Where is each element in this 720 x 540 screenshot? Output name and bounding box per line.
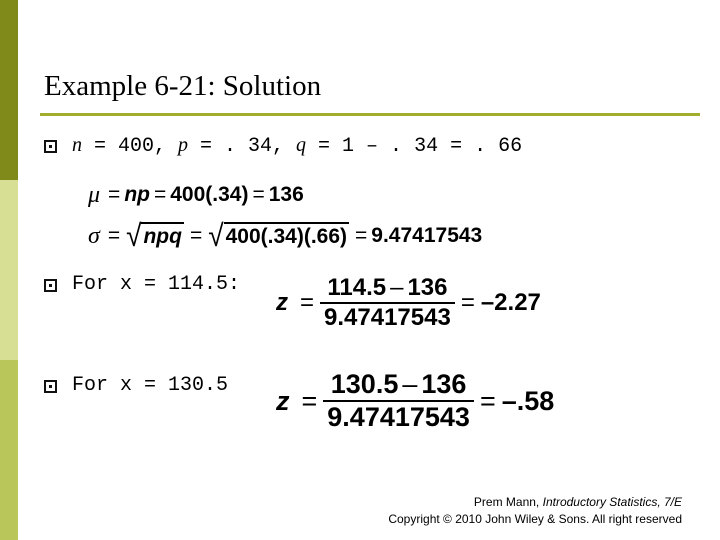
copyright-line: Copyright © 2010 John Wiley & Sons. All right reserved bbox=[388, 512, 682, 526]
case2-label: For x = 130.5 bbox=[72, 374, 229, 397]
fraction bbox=[320, 274, 455, 332]
mean-value: 136 bbox=[407, 274, 448, 301]
radical-sign: √ bbox=[126, 218, 142, 253]
square-bullet-icon bbox=[44, 380, 57, 393]
sidebar-segment-mid bbox=[0, 360, 18, 540]
sigma-symbol: σ bbox=[88, 222, 100, 249]
mu-symbol: μ bbox=[88, 181, 101, 208]
radical-sign: √ bbox=[208, 218, 224, 253]
numerator bbox=[327, 369, 471, 400]
z-result: –2.27 bbox=[480, 289, 541, 316]
book-title: Introductory Statistics, 7/E bbox=[542, 495, 682, 509]
equals-sign: = bbox=[252, 183, 265, 206]
numerator bbox=[323, 274, 451, 302]
denominator: 9.47417543 bbox=[324, 304, 451, 331]
mean-expression: 400(.34) bbox=[170, 183, 249, 206]
equals-sign: = bbox=[153, 183, 167, 206]
sidebar-segment-light bbox=[0, 180, 18, 360]
author-name: Prem Mann, bbox=[473, 495, 543, 509]
mean-equation bbox=[88, 180, 304, 210]
sidebar-decoration bbox=[0, 0, 18, 540]
equals-sign: = bbox=[300, 289, 315, 316]
p-variable: p bbox=[178, 134, 189, 156]
stddev-equation bbox=[88, 220, 482, 252]
stddev-result: 9.47417543 bbox=[371, 224, 483, 247]
z-symbol: z bbox=[276, 385, 290, 416]
equals-sign: = bbox=[107, 224, 121, 247]
citation-line bbox=[388, 494, 682, 511]
npq-term: npq bbox=[141, 222, 183, 250]
equals-sign: = bbox=[301, 385, 318, 416]
x-value: 114.5 bbox=[327, 274, 387, 301]
equals-sign: = bbox=[479, 385, 496, 416]
mean-result: 136 bbox=[268, 183, 304, 206]
equals-sign: = bbox=[189, 224, 203, 247]
denominator: 9.47417543 bbox=[327, 402, 470, 432]
n-value: = 400, bbox=[82, 135, 179, 158]
copyright-footer bbox=[388, 494, 682, 528]
z-result: –.58 bbox=[501, 385, 555, 416]
sidebar-segment-dark bbox=[0, 0, 18, 180]
sqrt-npq bbox=[126, 218, 184, 253]
case1-label: For x = 114.5: bbox=[72, 273, 241, 296]
equals-sign: = bbox=[460, 289, 475, 316]
q-value: = 1 – . 34 = . 66 bbox=[306, 135, 523, 158]
equals-sign: = bbox=[108, 183, 121, 206]
square-bullet-icon bbox=[44, 279, 57, 292]
z-score-equation-1 bbox=[276, 274, 541, 332]
equals-sign: = bbox=[355, 224, 368, 247]
n-variable: n bbox=[72, 134, 82, 156]
mean-value: 136 bbox=[421, 369, 467, 399]
z-symbol: z bbox=[276, 289, 288, 316]
x-value: 130.5 bbox=[330, 369, 399, 399]
given-parameters bbox=[72, 134, 522, 158]
square-bullet-icon bbox=[44, 140, 57, 153]
z-score-equation-2 bbox=[276, 369, 554, 433]
minus-sign: – bbox=[390, 274, 404, 301]
sqrt-product bbox=[208, 218, 349, 253]
np-term: np bbox=[124, 183, 150, 206]
minus-sign: – bbox=[402, 369, 418, 399]
title-underline bbox=[40, 113, 700, 116]
stddev-radicand: 400(.34)(.66) bbox=[224, 222, 349, 250]
slide-title: Example 6-21: Solution bbox=[44, 70, 322, 102]
p-value: = . 34, bbox=[188, 135, 297, 158]
q-variable: q bbox=[296, 134, 307, 156]
fraction bbox=[323, 369, 474, 433]
